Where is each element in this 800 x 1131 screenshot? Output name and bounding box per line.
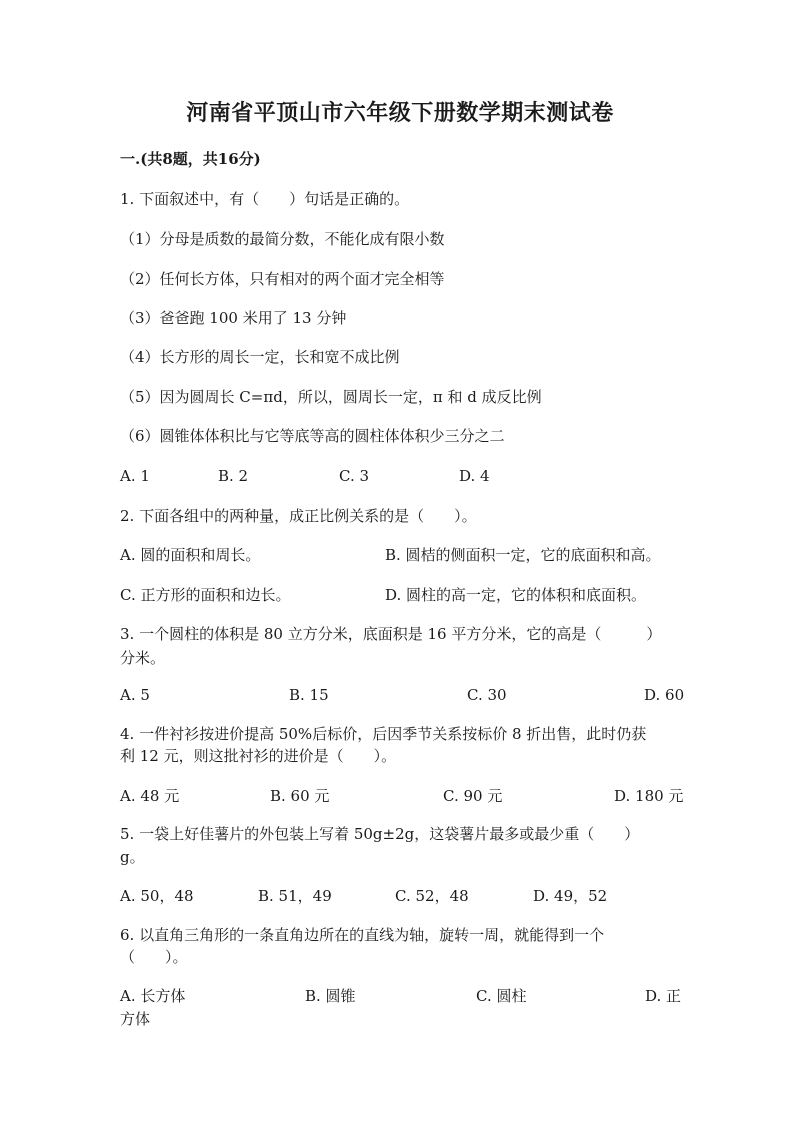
question-6-stem-cont: （ ）。 <box>120 948 188 966</box>
q1-statement-4: （4）长方形的周长一定，长和宽不成比例 <box>120 348 400 366</box>
q5-option-b: B. 51，49 <box>258 887 332 905</box>
q3-option-b: B. 15 <box>289 686 329 704</box>
q3-option-d: D. 60 <box>644 686 685 704</box>
q4-option-d: D. 180 元 <box>614 787 684 805</box>
q2-option-a: A. 圆的面积和周长。 <box>120 546 261 564</box>
q1-option-a: A. 1 <box>120 467 150 485</box>
q1-option-c: C. 3 <box>339 467 370 485</box>
q1-statement-5: （5）因为圆周长 C=πd，所以，圆周长一定，π 和 d 成反比例 <box>120 388 542 406</box>
q4-option-c: C. 90 元 <box>443 787 503 805</box>
q1-option-b: B. 2 <box>218 467 249 485</box>
q3-option-a: A. 5 <box>120 686 150 704</box>
q1-statement-6: （6）圆锥体体积比与它等底等高的圆柱体体积少三分之二 <box>120 427 505 445</box>
q2-option-d: D. 圆柱的高一定，它的体积和底面积。 <box>385 586 647 604</box>
question-3-stem: 3. 一个圆柱的体积是 80 立方分米，底面积是 16 平方分米，它的高是（ ） <box>120 625 662 643</box>
question-3-stem-cont: 分米。 <box>120 649 166 667</box>
q3-option-c: C. 30 <box>467 686 507 704</box>
section-heading: 一.(共8题，共16分) <box>120 150 261 168</box>
q5-option-d: D. 49，52 <box>533 887 608 905</box>
question-5-stem: 5. 一袋上好佳薯片的外包装上写着 50g±2g，这袋薯片最多或最少重（ ） <box>120 825 640 843</box>
q6-option-c: C. 圆柱 <box>476 987 527 1005</box>
question-4-stem: 4. 一件衬衫按进价提高 50%后标价，后因季节关系按标价 8 折出售，此时仍获 <box>120 725 647 743</box>
question-5-stem-cont: g。 <box>120 848 145 866</box>
q6-option-d-wrap: 方体 <box>120 1010 151 1028</box>
q1-statement-2: （2）任何长方体，只有相对的两个面才完全相等 <box>120 270 445 288</box>
q6-option-d: D. 正 <box>645 987 682 1005</box>
q6-option-a: A. 长方体 <box>120 987 186 1005</box>
q2-option-b: B. 圆桔的侧面积一定，它的底面积和高。 <box>385 546 661 564</box>
q1-option-d: D. 4 <box>459 467 490 485</box>
q4-option-a: A. 48 元 <box>120 787 180 805</box>
question-2-stem: 2. 下面各组中的两种量，成正比例关系的是（ ）。 <box>120 507 477 525</box>
q6-option-b: B. 圆锥 <box>305 987 356 1005</box>
q5-option-c: C. 52，48 <box>395 887 469 905</box>
q5-option-a: A. 50，48 <box>120 887 194 905</box>
q4-option-b: B. 60 元 <box>270 787 330 805</box>
question-4-stem-cont: 利 12 元，则这批衬衫的进价是（ ）。 <box>120 747 397 765</box>
page-title: 河南省平顶山市六年级下册数学期末测试卷 <box>186 100 614 126</box>
q1-statement-1: （1）分母是质数的最简分数，不能化成有限小数 <box>120 230 445 248</box>
question-1-stem: 1. 下面叙述中，有（ ）句话是正确的。 <box>120 190 410 208</box>
q1-statement-3: （3）爸爸跑 100 米用了 13 分钟 <box>120 309 347 327</box>
question-6-stem: 6. 以直角三角形的一条直角边所在的直线为轴，旋转一周，就能得到一个 <box>120 926 605 944</box>
q2-option-c: C. 正方形的面积和边长。 <box>120 586 291 604</box>
